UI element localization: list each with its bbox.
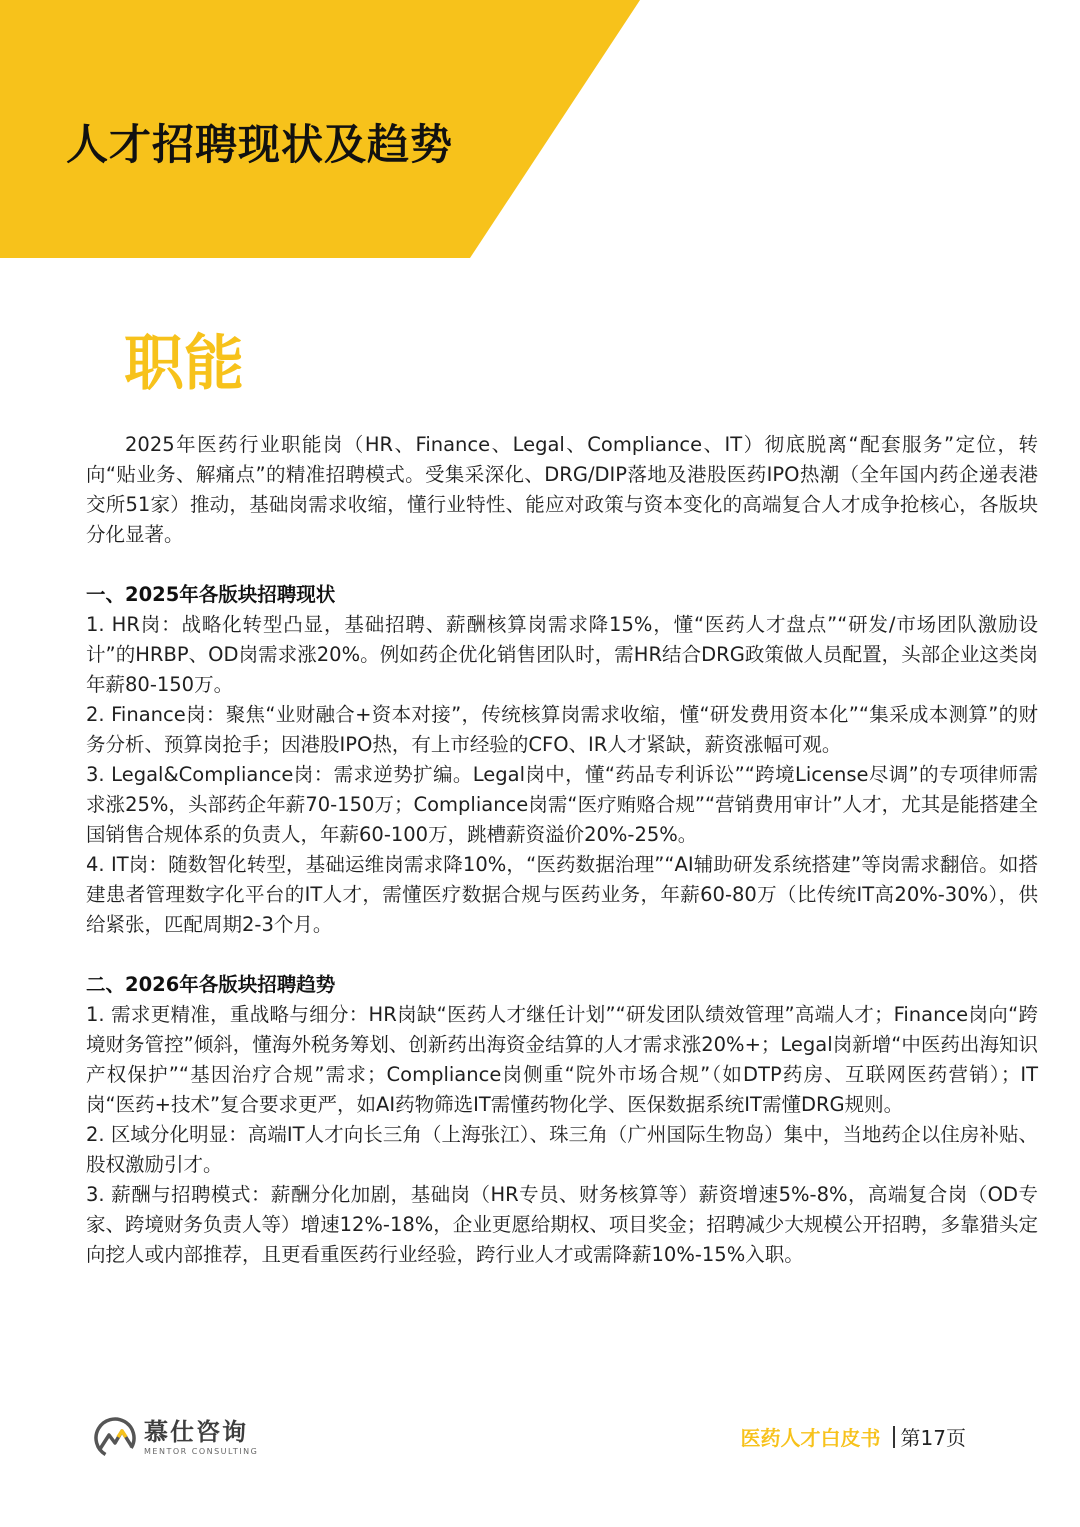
footer-divider <box>893 1426 895 1448</box>
article-body <box>86 430 1038 1270</box>
status-item-finance: 2. Finance岗：聚焦“业财融合+资本对接”，传统核算岗需求收缩，懂“研发费用资本化”“集采成本测算”的财务分析、预算岗抢手；因港股IPO热，有上市经验的CFO、IR人才紧缺，薪资涨幅可观。 <box>86 703 1038 756</box>
company-logo <box>92 1415 258 1461</box>
logo-subtitle: MENTOR CONSULTING <box>144 1447 259 1456</box>
trend-item-region: 2. 区域分化明显：高端IT人才向长三角（上海张江）、珠三角（广州国际生物岛）集中，当地药企以住房补贴、股权激励引才。 <box>86 1123 1038 1176</box>
page-title: 人才招聘现状及趋势 <box>66 120 454 169</box>
trend-item-demand: 1. 需求更精准，重战略与细分：HR岗缺“医药人才继任计划”“研发团队绩效管理”高端人才；Finance岗向“跨境财务管控”倾斜，懂海外税务筹划、创新药出海资金结算的人才需求涨20%+；Legal岗新增“中医药出海知识产权保护”“基因治疗合规”需求；Compliance岗侧重“院外市场合规”（如DTP药房、互联网医药营销）；IT岗“医药+技术”复合要求更严，如AI药物筛选IT需懂药物化学、医保数据系统IT需懂DRG规则。 <box>86 1003 1038 1116</box>
footer-book-title: 医药人才白皮书 <box>740 1426 881 1450</box>
status-item-hr: 1. HR岗：战略化转型凸显，基础招聘、薪酬核算岗需求降15%，懂“医药人才盘点”“研发/市场团队激励设计”的HRBP、OD岗需求涨20%。例如药企优化销售团队时，需HR结合DRG政策做人员配置，头部企业这类岗年薪80-150万。 <box>86 613 1038 696</box>
page-footer <box>741 1422 966 1451</box>
intro-paragraph: 2025年医药行业职能岗（HR、Finance、Legal、Compliance、IT）彻底脱离“配套服务”定位，转向“贴业务、解痛点”的精准招聘模式。受集采深化、DRG/DIP落地及港股医药IPO热潮（全年国内药企递表港交所51家）推动，基础岗需求收缩，懂行业特性、能应对政策与资本变化的高端复合人才成争抢核心，各版块分化显著。 <box>86 433 1038 546</box>
logo-name: 慕仕咨询 <box>144 1418 248 1446</box>
trend-item-salary: 3. 薪酬与招聘模式：薪酬分化加剧，基础岗（HR专员、财务核算等）薪资增速5%-8%，高端复合岗（OD专家、跨境财务负责人等）增速12%-18%，企业更愿给期权、项目奖金；招聘减少大规模公开招聘，多靠猎头定向挖人或内部推荐，且更看重医药行业经验，跨行业人才或需降薪10%-15%入职。 <box>86 1183 1038 1266</box>
status-item-it: 4. IT岗：随数智化转型，基础运维岗需求降10%，“医药数据治理”“AI辅助研发系统搭建”等岗需求翻倍。如搭建患者管理数字化平台的IT人才，需懂医疗数据合规与医药业务，年薪60-80万（比传统IT高20%-30%），供给紧张，匹配周期2-3个月。 <box>86 853 1038 936</box>
trends-heading: 二、2026年各版块招聘趋势 <box>86 973 336 996</box>
mountain-logo-icon <box>92 1415 138 1461</box>
status-heading: 一、2025年各版块招聘现状 <box>86 583 336 606</box>
section-title: 职能 <box>124 329 244 399</box>
status-item-legal: 3. Legal&Compliance岗：需求逆势扩编。Legal岗中，懂“药品专利诉讼”“跨境License尽调”的专项律师需求涨25%，头部药企年薪70-150万；Compliance岗需“医疗贿赂合规”“营销费用审计”人才，尤其是能搭建全国销售合规体系的负责人，年薪60-100万，跳槽薪资溢价20%-25%。 <box>86 763 1038 846</box>
page-number: 第17页 <box>900 1426 966 1450</box>
